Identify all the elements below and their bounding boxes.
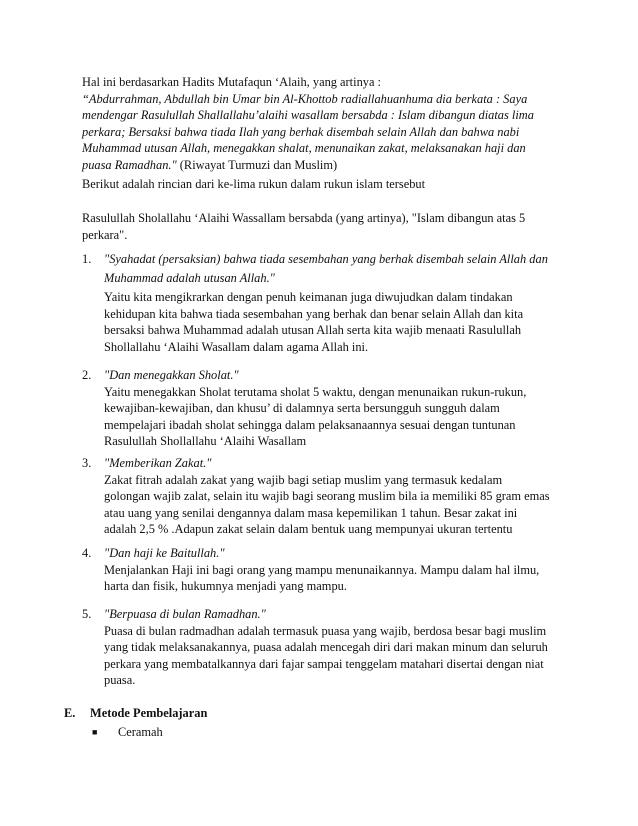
pillar-body-line: kewajiban-kewajiban, dan khusu’ di dalamnya serta bersungguh sungguh dalam	[104, 401, 500, 415]
hadith-source: (Riwayat Turmuzi dan Muslim)	[176, 157, 338, 172]
pillar-number: 4.	[82, 546, 92, 560]
pillar-body-line: bersaksi bahwa Muhammad adalah utusan Allah serta kita wajib menaati Rasulullah	[104, 323, 522, 337]
pillar-body-line: yang tidak melaksanakannya, puasa adalah mencegah diri dari makan minum dan seluruh	[104, 640, 548, 654]
pillar-body-line: Shollallahu ‘Alaihi Wasallam dalam agama Allah ini.	[104, 339, 369, 354]
section-title: Metode Pembelajaran	[90, 706, 208, 720]
pillar-body-line: harta dan fisik, hukumnya menjadi yang mampu.	[104, 579, 347, 593]
square-bullet-icon: ■	[92, 727, 98, 737]
pillar-title-line: "Syahadat (persaksian) bahwa tiada sesembahan yang berhak disembah selain Allah dan	[104, 252, 548, 266]
hadith-quote-line: mendengar Rasulullah Shallallahu’alaihi wasallam bersabda : Islam dibangun diatas lima	[82, 108, 534, 122]
pillar-item-4	[82, 545, 539, 595]
pillar-title-line: "Berpuasa di bulan Ramadhan."	[104, 607, 266, 621]
pillar-body-line: Zakat fitrah adalah zakat yang wajib bagi setiap muslim yang termasuk kedalam	[104, 472, 503, 487]
pillar-body-line: perkara yang membatalkannya dari fajar sampai tenggelam matahari disertai dengan niat	[104, 656, 544, 671]
pillar-title-line: "Dan menegakkan Sholat."	[104, 368, 239, 382]
pillar-title-line: Muhammad adalah utusan Allah."	[104, 270, 275, 285]
pillar-title-line: "Memberikan Zakat."	[104, 456, 212, 470]
pillar-number: 5.	[82, 607, 92, 621]
section-e-heading	[64, 705, 207, 722]
paragraph-line: Rasulullah Sholallahu ‘Alaihi Wassallam bersabda (yang artinya), "Islam dibangun atas 5	[82, 211, 526, 225]
hadith-quote-paragraph	[82, 210, 525, 243]
hadith-quote-line: Muhammad utusan Allah, menegakkan shalat, menunaikan zakat, melaksanakan haji dan	[82, 141, 526, 155]
pillar-body-line: Yaitu menegakkan Sholat terutama sholat 5 waktu, dengan menunaikan rukun-rukun,	[104, 384, 527, 399]
pillar-body-line: golongan wajib zalat, selain itu wajib bagi seorang muslim bila ia memiliki 85 gram emas	[104, 489, 550, 503]
list-item-label: Ceramah	[118, 725, 163, 739]
hadith-quote-line: “Abdurrahman, Abdullah bin Umar bin Al-Khottob radiallahuanhuma dia berkata : Saya	[82, 91, 528, 106]
pillar-item-1	[82, 251, 548, 355]
pillar-item-3	[82, 455, 550, 538]
pillar-item-5	[82, 606, 548, 689]
pillar-number: 3.	[82, 456, 92, 470]
pillar-number: 2.	[82, 368, 92, 382]
hadith-quote-end: puasa Ramadhan."	[82, 157, 177, 172]
paragraph-text: Berikut adalah rincian dari ke-lima rukun dalam rukun islam tersebut	[82, 177, 426, 191]
pillar-body-line: atau uang yang senilai dengannya dalam masa kepemilikan 1 tahun. Besar zakat ini	[104, 505, 518, 520]
pillar-item-2	[82, 367, 526, 450]
pillar-title-line: "Dan haji ke Baitullah."	[104, 546, 225, 560]
pillar-body-line: mempelajari ibadah sholat sehingga dalam pelaksanaannya sesuai dengan tuntunan	[104, 417, 516, 432]
pillar-body-line: kehidupan kita bahwa tiada sesembahan yang berhak dan benar selain Allah dan kita	[104, 306, 524, 321]
pillar-body-line: Menjalankan Haji ini bagi orang yang mampu menunaikannya. Mampu dalam hal ilmu,	[104, 562, 540, 577]
pillar-body-line: puasa.	[104, 673, 136, 687]
list-item	[92, 724, 163, 741]
pillar-body-line: Rasulullah Shollallahu ‘Alaihi Wasallam	[104, 434, 307, 448]
intro-rincian-paragraph	[82, 176, 425, 193]
pillar-body-line: adalah 2,5 % .Adapun zakat selain dalam bentuk uang mempunyai ukuran tertentu	[104, 522, 513, 536]
paragraph-line: perkara".	[82, 227, 128, 242]
method-list	[92, 724, 163, 741]
intro-line: Hal ini berdasarkan Hadits Mutafaqun ‘Alaih, yang artinya :	[82, 75, 382, 89]
pillar-number: 1.	[82, 252, 92, 266]
hadith-quote-line: perkara; Bersaksi bahwa tiada Ilah yang berhak disembah selain Allah dan bahwa nabi	[82, 124, 520, 139]
pillar-body-line: Yaitu kita mengikrarkan dengan penuh keimanan juga diwujudkan dalam tindakan	[104, 290, 513, 304]
pillar-body-line: Puasa di bulan radmadhan adalah termasuk puasa yang wajib, berdosa besar bagi muslim	[104, 623, 547, 638]
intro-paragraph	[82, 74, 562, 173]
section-letter: E.	[64, 706, 76, 720]
